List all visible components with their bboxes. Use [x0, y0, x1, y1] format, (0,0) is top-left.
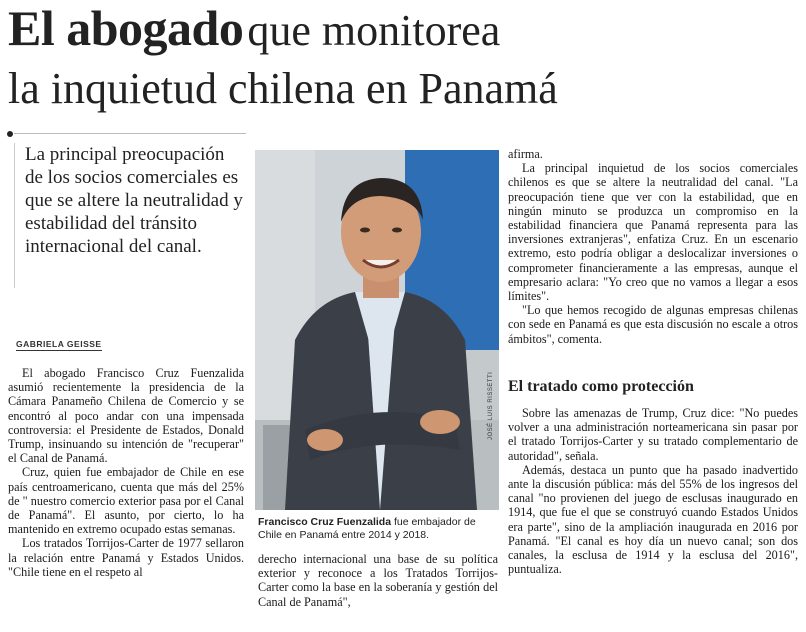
paragraph: "Lo que hemos recogido de algunas empresas chilenas con sede en Panamá es que esta discusión no escale a otros ámbitos", comenta.	[508, 303, 798, 346]
headline-bold: El abogado	[8, 0, 244, 56]
paragraph: Además, destaca un punto que ha pasado inadvertido ante la discusión pública: más del 55% de los ingresos del canal "no provienen del juego de esclusas inaugurado en 1914, que fue el que se construyó cuando Estados Unidos era parte", sino de la ampliación inaugurada en 2016 por Panamá. "El canal es hoy día un nuevo canal; son dos canales, la esclusa de 1914 y la esclusa del 2016", puntualiza.	[508, 462, 798, 577]
column-3-bottom	[508, 406, 798, 576]
bullet-dot	[7, 131, 13, 137]
divider-rule	[14, 133, 246, 134]
paragraph: Cruz, quien fue embajador de Chile en ese país centroamericano, cuenta que más del 25% de " nuestro comercio exterior pasa por el Canal de Panamá". El asunto, por cierto, lo ha mantenido en extremo ocupado estas semanas.	[8, 465, 244, 537]
headline-light-1: que monitorea	[247, 6, 501, 55]
pull-quote: La principal preocupación de los socios comerciales es que se altere la neutralidad y estabilidad del tránsito internacional del canal.	[14, 143, 244, 288]
photo-credit: JOSÉ LUIS RISSETTI	[488, 371, 494, 440]
paragraph: afirma.	[508, 147, 543, 161]
subheading: El tratado como protección	[508, 378, 694, 395]
paragraph: El abogado Francisco Cruz Fuenzalida asumió recientemente la presidencia de la Cámara Panameño Chilena de Comercio y se encontró al poco andar con una impensada controversia: el Presidente de Estados, Donald Trump, insinuando su intención de "recuperar" el Canal de Panamá.	[8, 366, 244, 466]
column-1	[8, 366, 244, 579]
portrait-illustration	[255, 150, 499, 510]
portrait-photo	[255, 150, 499, 510]
headline-light-2: la inquietud chilena en Panamá	[8, 64, 558, 113]
paragraph: Los tratados Torrijos-Carter de 1977 sellaron la relación entre Panamá y Estados Unidos. "Chile tiene en el respeto al	[8, 536, 244, 579]
caption-name: Francisco Cruz Fuenzalida	[258, 516, 392, 528]
paragraph: derecho internacional una base de su política exterior y reconoce a los Tratados Torrijos-Carter como la base en la soberanía y gestión del Canal de Panamá",	[258, 552, 498, 609]
byline: GABRIELA GEISSE	[16, 339, 102, 349]
paragraph: Sobre las amenazas de Trump, Cruz dice: "No puedes volver a una administración norteamericana sin pasar por el tratado Torrijos-Carter y su tratado complementario de autoridad", señala.	[508, 406, 798, 463]
column-2-bottom	[258, 552, 498, 609]
paragraph: La principal inquietud de los socios comerciales chilenos es que se altere la neutralidad del canal. "La preocupación tiene que ver con la estabilidad, que en ningún minuto se produzca un compromiso en la estabilidad financiera que Panamá representa para las inversiones extranjeras", enfatiza Cruz. En un escenario extremo, esto podría obligar a deslocalizar inversiones o comprometer financieramente a las empresas, aunque el empresario aclara: "Yo creo que no vamos a llegar a esos límites".	[508, 161, 798, 304]
headline	[8, 0, 798, 113]
caption-text: fue embajador de Chile en Panamá entre 2014 y 2018.	[258, 516, 476, 541]
photo-caption	[258, 516, 498, 542]
column-3-top	[508, 147, 798, 346]
